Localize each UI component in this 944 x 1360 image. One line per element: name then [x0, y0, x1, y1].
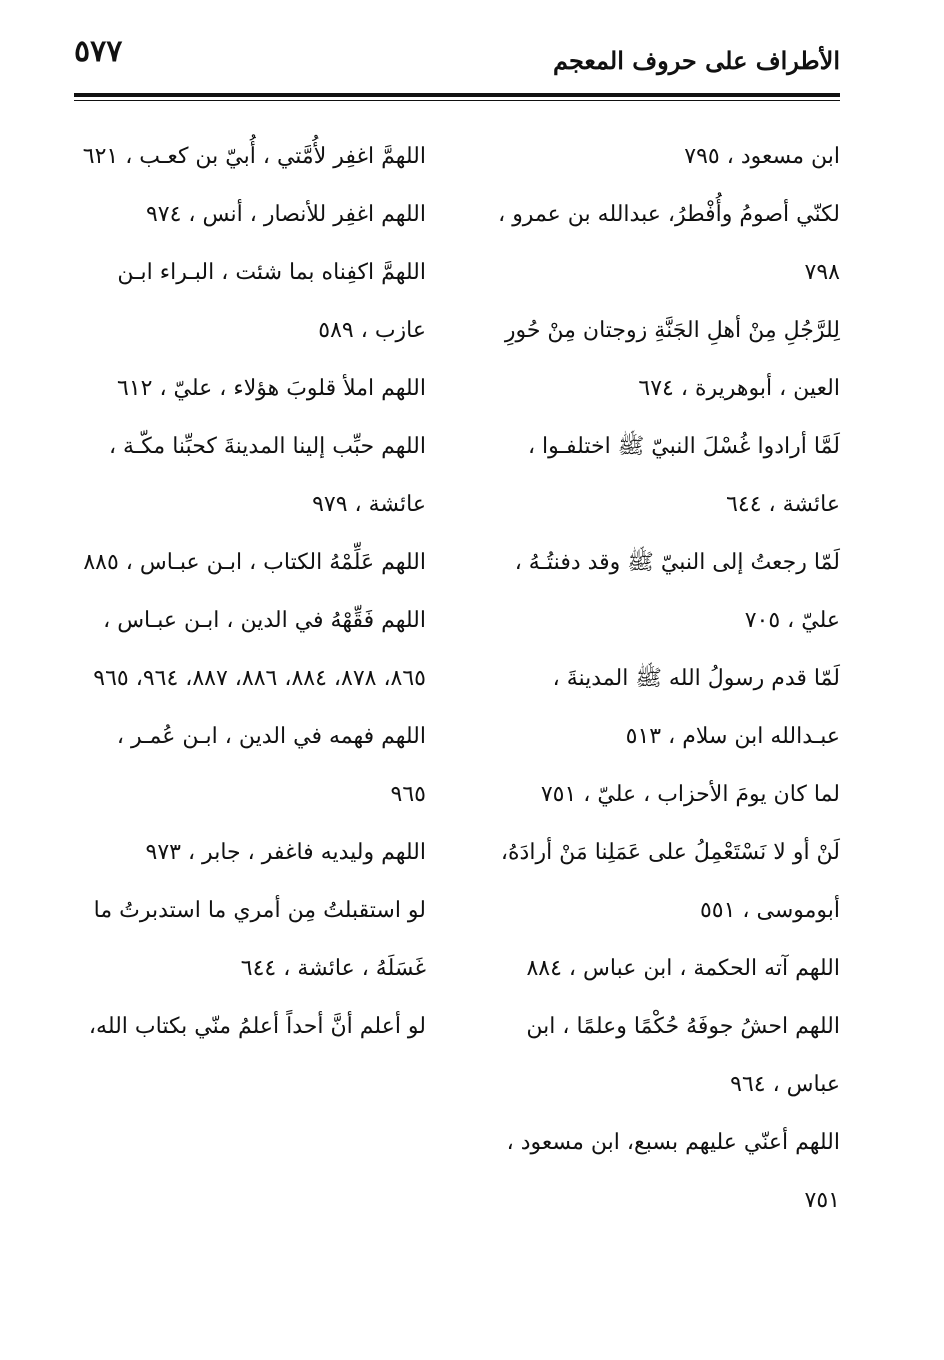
- page-number: ٥٧٧: [74, 34, 123, 69]
- index-column-right: [490, 128, 840, 1230]
- index-entry: اللهم وليديه فاغفر ، جابر ، ٩٧٣: [145, 840, 426, 865]
- index-entry: ابن مسعود ، ٧٩٥: [684, 144, 840, 169]
- index-entry: لما كان يومَ الأحزاب ، عليّ ، ٧٥١: [540, 782, 840, 807]
- header-rule-thick: [74, 93, 840, 97]
- index-entry: اللهمَّ اكفِناه بما شئت ، البـراء ابـن عازب ، ٥٨٩: [117, 260, 426, 343]
- running-title: الأطراف على حروف المعجم: [552, 46, 840, 75]
- header-rule-thin: [74, 100, 840, 101]
- index-entry: لكنّي أصومُ وأُفْطرُ، عبدالله بن عمرو ، ٧٩٨: [498, 202, 840, 285]
- index-entry: لَمّا قدم رسولُ الله ﷺ المدينةَ ، عبـدالله ابن سلام ، ٥١٣: [552, 666, 840, 749]
- index-entry: لو استقبلتُ مِن أمري ما استدبرتُ ما غَسَلَهُ ، عائشة ، ٦٤٤: [93, 898, 426, 981]
- index-entry: اللهم حبِّب إلينا المدينةَ كحبِّنا مكّـة ، عائشة ، ٩٧٩: [108, 434, 426, 517]
- index-entry: لَنْ أو لا نَسْتَعْمِلُ على عَمَلِنا مَنْ أرادَهُ، أبوموسى ، ٥٥١: [500, 840, 840, 923]
- index-entry: اللهم عَلِّمْهُ الكتاب ، ابـن عبـاس ، ٨٨٥: [83, 550, 426, 575]
- index-entry: لو أعلم أنَّ أحداً أعلمُ منّي بكتاب الله،: [88, 1014, 426, 1039]
- index-entry: اللهم احشُ جوفَهُ حُكْمًا وعلمًا ، ابن عباس ، ٩٦٤: [526, 1014, 840, 1097]
- index-entry: لَمّا رجعتُ إلى النبيّ ﷺ وقد دفنتُـهُ ، عليّ ، ٧٠٥: [514, 550, 840, 633]
- index-entry: اللهم املأ قلوبَ هؤلاء ، عليّ ، ٦١٢: [117, 376, 426, 401]
- index-entry: لِلرَّجُلِ مِنْ أهلِ الجَنَّةِ زوجتان مِنْ حُورِ العين ، أبوهريرة ، ٦٧٤: [504, 318, 840, 401]
- index-entry: لَمَّا أرادوا غُسْلَ النبيّ ﷺ اختلفـوا ، عائشة ، ٦٤٤: [527, 434, 840, 517]
- page-header: [74, 30, 840, 80]
- index-column-left: [76, 128, 426, 1056]
- index-entry: اللهم فَقِّهْهُ في الدين ، ابـن عبـاس ، ٨٦٥، ٨٧٨، ٨٨٤، ٨٨٦، ٨٨٧، ٩٦٤، ٩٦٥: [93, 608, 426, 691]
- index-entry: اللهم اغفِر للأنصار ، أنس ، ٩٧٤: [145, 202, 426, 227]
- index-entry: اللهمَّ اغفِر لأُمَّتي ، أُبيّ بن كعـب ، ٦٢١: [82, 144, 426, 169]
- index-entry: اللهم فهمه في الدين ، ابـن عُمـر ، ٩٦٥: [116, 724, 426, 807]
- index-entry: اللهم آته الحكمة ، ابن عباس ، ٨٨٤: [526, 956, 840, 981]
- index-entry: اللهم أعنّي عليهم بسبع، ابن مسعود ، ٧٥١: [506, 1130, 840, 1213]
